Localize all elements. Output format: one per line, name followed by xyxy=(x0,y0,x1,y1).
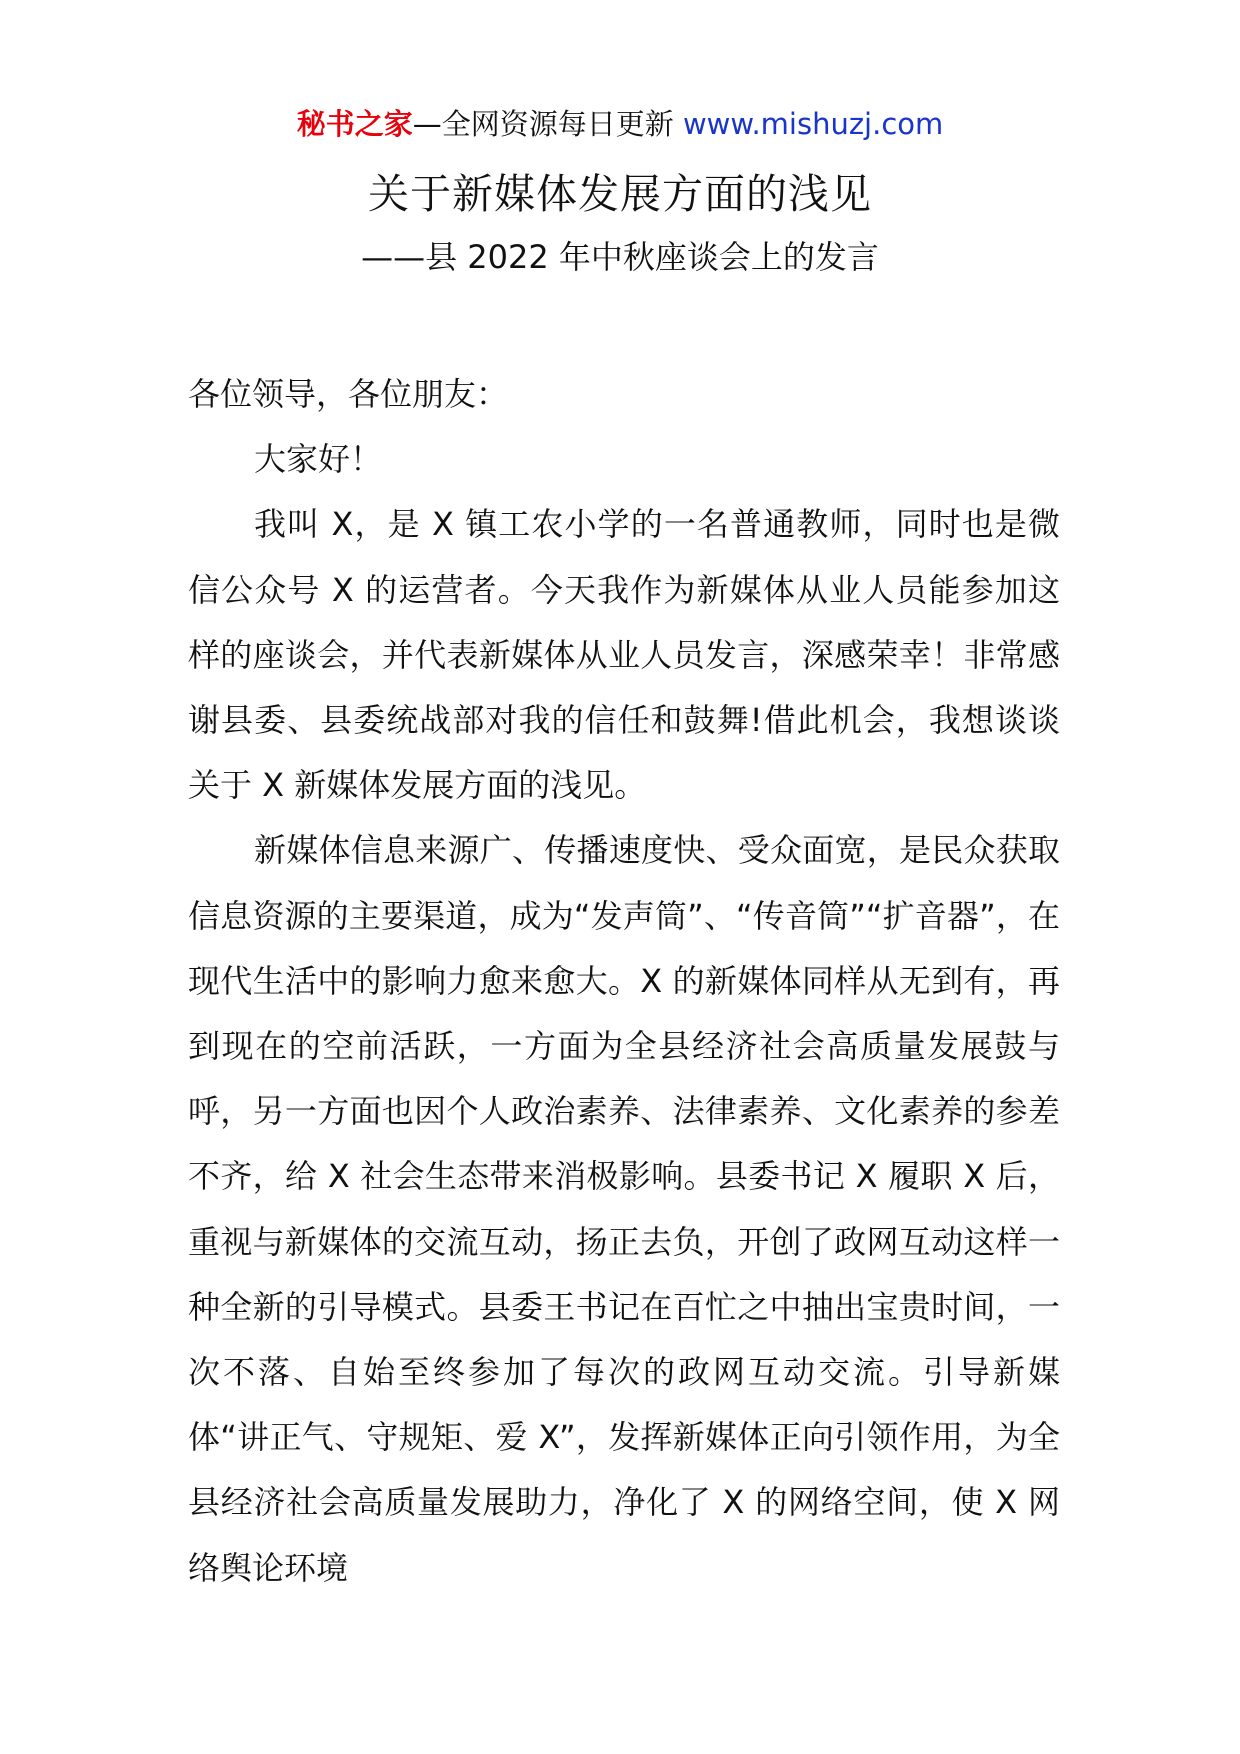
site-url: www.mishuzj.com xyxy=(682,107,944,141)
document-title: 关于新媒体发展方面的浅见 xyxy=(368,170,872,218)
paragraph-new-media: 新媒体信息来源广、传播速度快、受众面宽，是民众获取信息资源的主要渠道，成为“发声筒”、“传音筒”“扩音器”，在现代生活中的影响力愈来愈大。X 的新媒体同样从无到有，再到现在的空前活跃，一方面为全县经济社会高质量发展鼓与呼，另一方面也因个人政治素养、法律素养、文化素养的参差不齐，给 X 社会生态带来消极影响。县委书记 X 履职 X 后，重视与新媒体的交流互动，扬正去负，开创了政网互动这样一种全新的引导模式。县委王书记在百忙之中抽出宝贵时间，一次不落、自始至终参加了每次的政网互动交流。引导新媒体“讲正气、守规矩、爱 X”，发挥新媒体正向引领作用，为全县经济社会高质量发展助力，净化了 X 的网络空间，使 X 网络舆论环境 xyxy=(188,831,1060,1587)
site-header xyxy=(0,104,1240,144)
salutation: 各位领导，各位朋友： xyxy=(188,375,509,413)
brand-name: 秘书之家 xyxy=(296,107,413,141)
site-tagline: —全网资源每日更新 xyxy=(412,107,683,141)
paragraph-introduction: 我叫 X，是 X 镇工农小学的一名普通教师，同时也是微信公众号 X 的运营者。今天我作为新媒体从业人员能参加这样的座谈会，并代表新媒体从业人员发言，深感荣幸！非常感谢县委、县委统战部对我的信任和鼓舞!借此机会，我想谈谈关于 X 新媒体发展方面的浅见。 xyxy=(188,505,1060,805)
document-body xyxy=(188,362,1060,1601)
document-subtitle: ——县 2022 年中秋座谈会上的发言 xyxy=(361,238,879,276)
paragraph-greeting: 大家好！ xyxy=(254,440,383,479)
